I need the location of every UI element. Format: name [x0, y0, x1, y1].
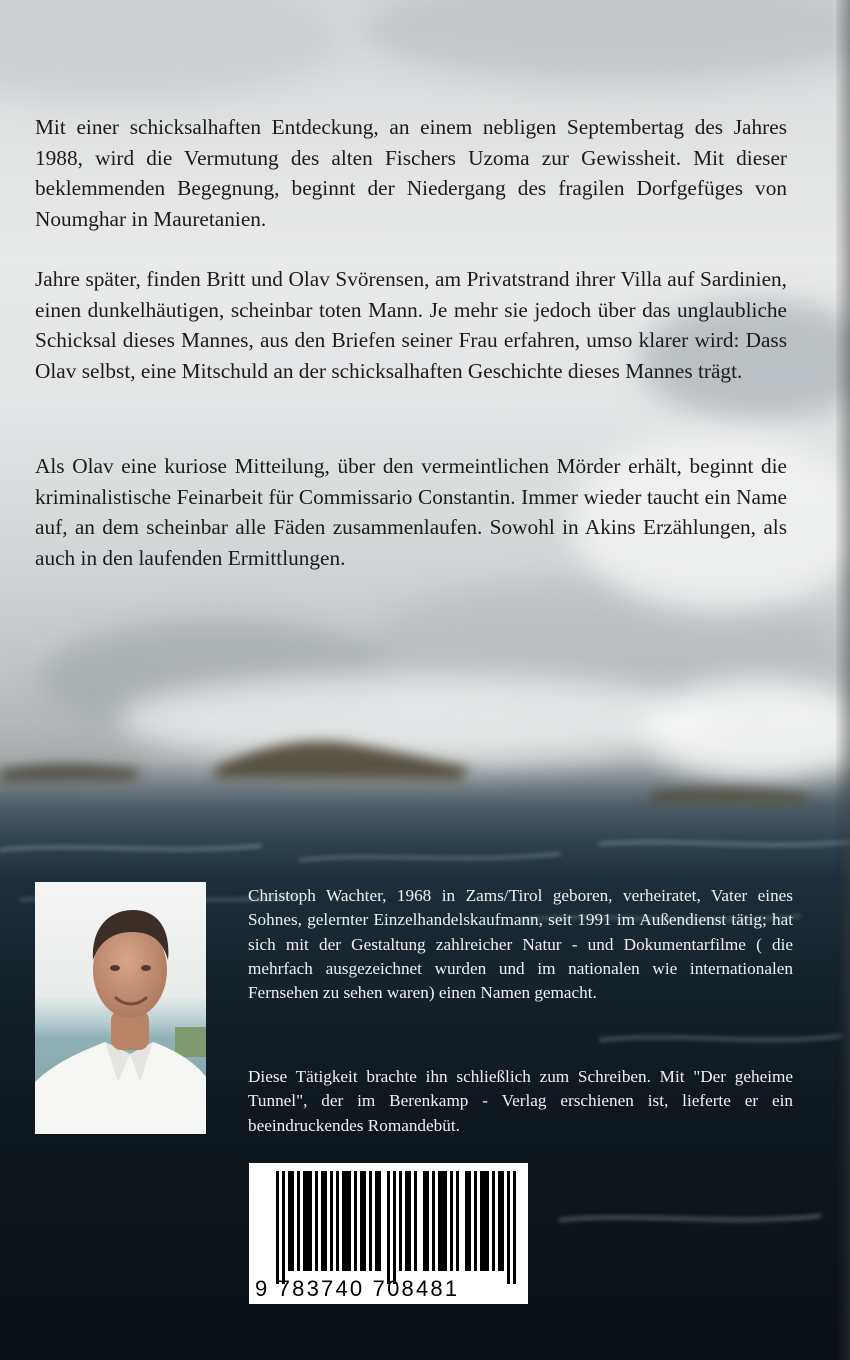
isbn-number: 9 783740 708481 [255, 1276, 460, 1301]
blurb-paragraph-2: Jahre später, finden Britt und Olav Svörensen, am Privatstrand ihrer Villa auf Sardinien, einen dunkelhäutigen, scheinbar toten Mann. Je mehr sie jedoch über das unglaubliche Schicksal dieses Mannes, aus den Briefen seiner Frau erfahren, umso klarer wird: Dass Olav selbst, eine Mitschuld an der schicksalhaften Geschichte dieses Mannes trägt. [35, 267, 787, 383]
spine-edge [836, 0, 850, 1360]
author-bio-2: Diese Tätigkeit brachte ihn schließlich zum Schreiben. Mit "Der geheime Tunnel", der im Berenkamp - Verlag erschienen ist, lieferte er ein beeindruckendes Romandebüt. [248, 1067, 793, 1135]
author-photo [35, 882, 206, 1134]
barcode-bars [276, 1171, 516, 1284]
blurb-paragraph-3: Als Olav eine kuriose Mitteilung, über den vermeintlichen Mörder erhält, beginnt die kriminalistische Feinarbeit für Commissario Constantin. Immer wieder taucht ein Name auf, an dem scheinbar alle Fäden zusammenlaufen. Sowohl in Akins Erzählungen, als auch in den laufenden Ermittlungen. [35, 454, 787, 570]
isbn-barcode [249, 1163, 528, 1304]
blurb-paragraph-1: Mit einer schicksalhaften Entdeckung, an einem nebligen Septembertag des Jahres 1988, wird die Vermutung des alten Fischers Uzoma zur Gewissheit. Mit dieser beklemmenden Begegnung, beginnt der Niedergang des fragilen Dorfgefüges von Noumghar in Mauretanien. [35, 115, 787, 231]
author-bio-1: Christoph Wachter, 1968 in Zams/Tirol geboren, verheiratet, Vater eines Sohnes, gelernter Einzelhandelskaufmann, seit 1991 im Außendienst tätig; hat sich mit der Gestaltung zahlreicher Natur - und Dokumentarfilme ( die mehrfach ausgezeichnet wurden und im nationalen wie internationalen Fernsehen zu sehen waren) einen Namen gemacht. [248, 886, 793, 1003]
